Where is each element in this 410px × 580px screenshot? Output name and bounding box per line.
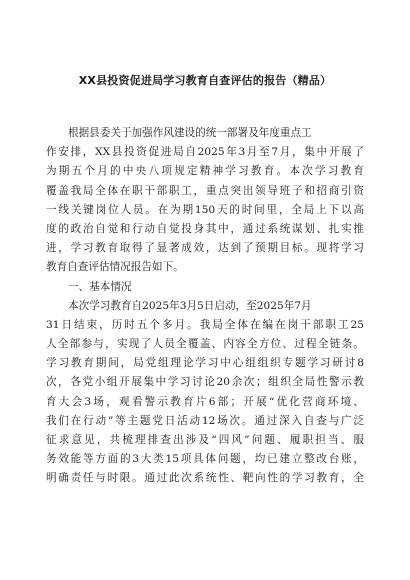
text-line: 覆盖我局全体在职干部职工，重点突出领导班子和招商引资 [46,184,364,197]
text-line: 教育自查评估情况报告如下。 [46,261,184,274]
section-heading: 一、基本情况 [68,280,132,293]
text-line: 育大会3场，观看警示教育片6部；开展“优化营商环境、 [46,395,364,408]
text-line: 度的政治自觉和行动自觉投身其中，通过系统谋划、扎实推 [46,222,364,235]
text-line: 进，学习教育取得了显著成效，达到了预期目标。现将学习 [46,242,364,255]
text-line: 务效能等方面的3大类15项具体问题，均已建立整改台账， [46,453,364,466]
text-line: 学习教育期间，局党组理论学习中心组组织专题学习研讨8 [46,357,364,370]
document-body [46,124,364,489]
text-line: 人全部参与，实现了人员全覆盖、内容全方位、过程全链条。 [46,338,364,351]
text-line: 次，各党小组开展集中学习讨论20余次；组织全局性警示教 [46,376,364,389]
text-line: 作安排，XX县投资促进局自2025年3月至7月，集中开展了 [46,146,364,159]
text-line: 我们在行动”等主题党日活动12场次。通过深入自查与广泛 [46,414,364,427]
text-line: 明确责任与时限。通过此次系统性、靶向性的学习教育，全 [46,472,364,485]
text-line: 征求意见，共梳理排查出涉及“四风”问题、履职担当、服 [46,434,364,446]
text-line: 31日结束，历时五个多月。我局全体在编在岗干部职工25 [46,318,364,331]
document-title: XX县投资促进局学习教育自查评估的报告（精品） [78,74,332,87]
text-line: 本次学习教育自2025年3月5日启动，至2025年7月 [68,299,312,312]
text-line: 根据县委关于加强作风建设的统一部署及年度重点工 [68,127,312,139]
text-line: 为期五个月的中央八项规定精神学习教育。本次学习教育 [46,165,364,178]
text-line: 一线关键岗位人员。在为期150天的时间里，全局上下以高 [46,203,364,216]
